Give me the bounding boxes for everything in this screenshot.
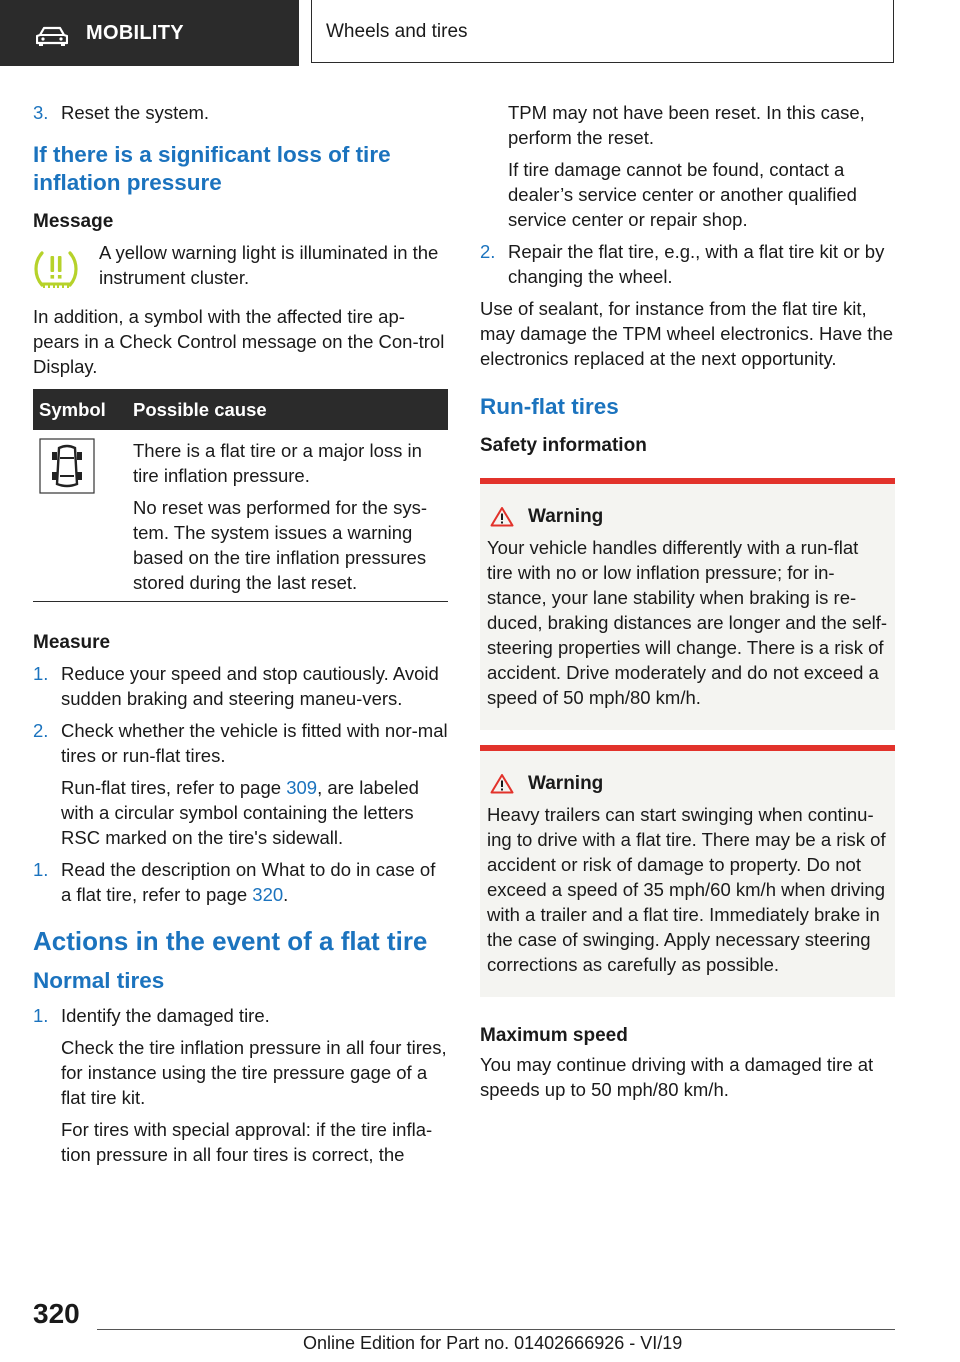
page-link-309[interactable]: 309 — [286, 777, 318, 798]
heading-normal-tires: Normal tires — [33, 968, 165, 993]
step-number: 1. — [33, 1005, 49, 1026]
step-text: Identify the damaged tire. — [61, 1005, 270, 1026]
heading-safety-information: Safety information — [480, 435, 647, 456]
step-number: 2. — [33, 720, 49, 741]
heading-maximum-speed: Maximum speed — [480, 1025, 628, 1046]
list-item — [33, 100, 448, 125]
edition-note: Online Edition for Part no. 01402666926 - VI/19 — [303, 1333, 683, 1353]
warning-triangle-icon — [490, 773, 514, 794]
list-item — [33, 857, 448, 907]
step-number: 3. — [33, 102, 49, 123]
symbol-table — [33, 389, 448, 602]
text-run: Read the description on What to do in case of a flat tire, refer to page — [61, 859, 436, 905]
list-item — [480, 239, 895, 289]
tpms-warning-icon — [33, 250, 79, 290]
step-subtext: TPM may not have been reset. In this case, perform the reset. — [508, 102, 865, 148]
list-item — [33, 1003, 448, 1028]
heading-loss-pressure: If there is a significant loss of tire inflation pressure — [33, 142, 391, 195]
chapter-title: Wheels and tires — [326, 21, 468, 42]
page-number: 320 — [33, 1298, 80, 1329]
step-subtext: Check the tire inflation pressure in all four tires, for instance using the tire pressure gage of a flat tire kit. — [61, 1037, 447, 1108]
section-title: MOBILITY — [86, 22, 184, 44]
table-row — [33, 430, 448, 602]
list-item — [33, 718, 448, 768]
warning-triangle-icon — [490, 506, 514, 527]
table-cell-cause — [127, 430, 448, 602]
cause-text: No reset was performed for the sys-tem. The system issues a warning based on the tire inflation pressures stored during the last reset. — [133, 497, 428, 593]
page-link-320[interactable]: 320 — [252, 884, 284, 905]
step-number: 1. — [33, 859, 49, 880]
warning-text: Your vehicle handles differently with a run-flat tire with no or low inflation pressure; for in-stance, your lane stability when braking is re-duced, braking distances are longer and the self-steering properties will change. There is a risk of accident. Drive moderately and do not exceed a speed of 50 mph/80 km/h. — [487, 537, 888, 708]
warning-title-text: Warning — [528, 773, 604, 794]
left-column — [33, 100, 448, 1174]
warning-title — [487, 504, 888, 529]
warning-title-text: Warning — [528, 506, 604, 527]
step-subtext: If tire damage cannot be found, contact a dealer’s service center or another qualified service center or repair shop. — [508, 159, 857, 230]
paragraph-sealant: Use of sealant, for instance from the flat tire kit, may damage the TPM wheel electronics. Have the electronics replaced at the next opportunity. — [480, 298, 894, 369]
table-header-symbol: Symbol — [33, 389, 127, 430]
step-subtext — [33, 775, 448, 850]
step-number: 2. — [480, 241, 496, 262]
warning-title — [487, 771, 888, 796]
text-run: , are labeled with a circular symbol containing the letters RSC marked on the tire's sidewall. — [61, 777, 419, 848]
step-text: Check whether the vehicle is fitted with nor-mal tires or run-flat tires. — [61, 720, 448, 766]
step-text: Reset the system. — [61, 102, 210, 123]
text-run: . — [283, 884, 289, 905]
heading-run-flat-tires: Run-flat tires — [480, 394, 619, 419]
table-cell-symbol — [33, 430, 127, 602]
footer-divider — [97, 1329, 895, 1330]
flat-tire-car-icon — [39, 438, 95, 494]
step-number: 1. — [33, 663, 49, 684]
paragraph-maximum-speed: You may continue driving with a damaged tire at speeds up to 50 mph/80 km/h. — [480, 1054, 874, 1100]
cause-text: There is a flat tire or a major loss in tire inflation pressure. — [133, 440, 422, 486]
page-header — [0, 0, 960, 66]
car-icon — [36, 26, 68, 46]
step-text: Reduce your speed and stop cautiously. Avoid sudden braking and steering maneu-vers. — [61, 663, 439, 709]
table-header-cause: Possible cause — [127, 389, 448, 430]
text-run: Run-flat tires, refer to page — [61, 777, 287, 798]
message-text: A yellow warning light is illuminated in the instrument cluster. — [99, 242, 439, 288]
list-item — [33, 661, 448, 711]
warning-box — [480, 745, 895, 997]
message-row — [33, 240, 448, 296]
section-tab[interactable] — [0, 0, 299, 66]
heading-measure: Measure — [33, 632, 111, 653]
step-subtext: For tires with special approval: if the tire infla-tion pressure in all four tires is correct, the — [61, 1119, 433, 1165]
heading-actions-flat-tire: Actions in the event of a flat tire — [33, 926, 428, 956]
heading-message: Message — [33, 211, 114, 232]
chapter-tab[interactable] — [311, 0, 894, 63]
step-text: Repair the flat tire, e.g., with a flat tire kit or by changing the wheel. — [508, 241, 885, 287]
warning-text: Heavy trailers can start swinging when continu-ing to drive with a flat tire. There may be a risk of accident or risk of damage to property. Do not exceed a speed of 35 mph/60 km/h when driving with a trailer and a flat tire. Immediately brake in the case of swinging. Apply necessary steering corrections as carefully as possible. — [487, 804, 886, 975]
paragraph-addition: In addition, a symbol with the affected tire ap-pears in a Check Control message on the Con-trol Display. — [33, 306, 445, 377]
right-column — [480, 100, 895, 1109]
warning-box — [480, 478, 895, 730]
